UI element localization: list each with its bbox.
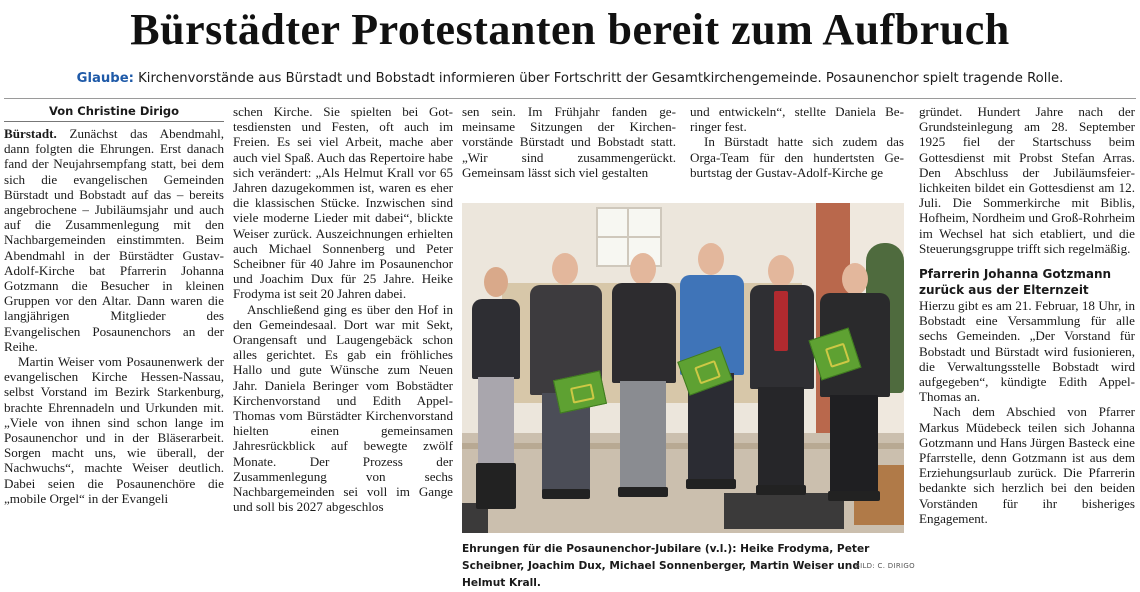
paragraph: Anschließend ging es über den Hof in den Gemeindesaal. Dort war mit Sekt, Orangensaft und Laugengebäck schon alles gerichtet. Es gab ein fröhliches Hallo und gute Wünsche zum Neuen Jahr. Daniela Beringer vom Bobstädter Kirchenvorstand und Edith Appel-Thomas vom Bürstädter Kirchenvorstand hielten einen gemeinsamen Jahresrückblick auf bewegte zwölf Monate. Der Prozess der Zusammenlegung von sechs Nachbargemeinden sei voll im Gange und soll bis 2027 abgeschlos [233,301,453,515]
article-column-2 [233,104,453,514]
article-column-4 [690,104,904,180]
subline-text: Kirchenvorstände aus Bürstadt und Bobstadt informieren über Fortschritt der Gesamtkirchengemeinde. Posaunenchor spielt tragende Rolle. [133,71,1064,86]
article-column-5 [919,104,1135,526]
byline: Von Christine Dirigo [4,104,224,122]
paragraph: Martin Weiser vom Posaunenwerk der evangelischen Kirche Hessen-Nassau, selbst Vorstand im Bezirk Starkenburg, brachte Ehrennadeln und Urkunden mit. „Viele von ihnen sind schon lange im Posaunenchor und in der Bläserarbeit. Sorgen macht uns, wie überall, der Nachwuchs“, machte Weiser deutlich. Dabei seien die Posaunenchöre die „mobile Orgel“ in der Evangeli [4,354,224,506]
article-subline [0,70,1140,88]
photo-person-5 [742,251,822,521]
paragraph: Hierzu gibt es am 21. Februar, 18 Uhr, in Bobstadt eine Versammlung für alle sechs Gemeinden. „Der Vorstand für Bobstadt und Bürstadt wird fusionieren, die Verwaltungsstelle Bobstadt wird aufgegeben“, kündigte Edith Appel-Thomas an. [919,298,1135,405]
photo-person-6 [812,259,898,521]
photo-caption: Ehrungen für die Posaunenchor-Jubilare (v.l.): Heike Frodyma, Peter Scheibner, Joachim Dux, Michael Sonnenberger, Martin Weiser und Helmut Krall. [462,543,870,589]
article-column-3 [462,104,676,180]
dateline: Bürstadt. [4,126,57,141]
paragraph: sen sein. Im Frühjahr fanden gemeinsame Sitzungen der Kirchenvorstände Bürstadt und Bobstadt statt. „Wir sind zusammengerückt. Gemeinsam lässt sich viel gestalten [462,104,676,180]
photo-credit: BILD: C. DIRIGO [855,562,915,570]
paragraph: und entwickeln“, stellte Daniela Beringer fest. [690,104,904,135]
subline-kicker: Glaube: [76,71,134,86]
paragraph: In Bürstadt hatte sich zudem das Orga-Team für den hundertsten Geburtstag der Gustav-Adolf-Kirche ge [690,134,904,180]
article-headline: Bürstädter Protestanten bereit zum Aufbruch [130,5,1010,54]
paragraph: schen Kirche. Sie spielten bei Gottesdiensten und Festen, oft auch im Freien. Es sei viel Arbeit, mache aber auch viel Spaß. Auch das Repertoire habe sich verändert: „Als Helmut Krall vor 65 Jahren dazugekommen ist, waren es eher die klassischen Stücke. Inzwischen sind viele moderne Lieder mit dabei“, blickte Weiser zurück. Auszeichnungen erhielten auch Michael Sonnenberg und Peter Scheibner für 40 Jahre im Posaunenchor und Joachim Dux für 25 Jahre. Heike Frodyma ist seit 20 Jahren dabei. [233,104,453,302]
paragraph: Bürstadt. Zunächst das Abendmahl, dann folgten die Ehrungen. Erst danach fand der Neujahrsempfang statt, bei dem sich die evangelischen Gemeinden Bürstadt und Bobstadt auf das – bereits angebrochene – Jubiläumsjahr und auch auf die Zusammenlegung mit den Nachbargemeinden einstimmten. Beim Abendmahl in der Bürstädter Gustav-Adolf-Kirche bat Pfarrerin Johanna Gotzmann die Besucher in kleinen Gruppen vor den Altar. Dann waren die langjährigen Mitglieder des Evangelischen Posaunenchors an der Reihe. [4,126,224,354]
section-subheading: Pfarrerin Johanna Gotzmann zurück aus der Elternzeit [919,267,1112,298]
paragraph: gründet. Hundert Jahre nach der Grundsteinlegung am 28. September 1925 fiel der Startschuss beim Gottesdienst mit Probst Stefan Arras. Den Abschluss der Jubiläumsfeierlichkeiten bildet ein Gottesdienst am 12. Juli. Die Sommerkirche mit Biblis, Hofheim, Nordheim und Groß-Rohrheim im Wechsel hat sich etabliert, und die Steuerungsgruppe trifft sich regelmäßig. [919,104,1136,256]
article-column-1 [4,104,224,506]
paragraph: Nach dem Abschied von Pfarrer Markus Müdebeck teilen sich Johanna Gotzmann und Hans Jürgen Basteck eine Pfarrstelle, denn Gotzmann ist aus dem Erziehungsurlaub zurück. Die Pfarrerin bedankte sich herzlich bei den beiden Vorständen für ihr bisheriges Engagement. [919,404,1135,526]
group-photo [462,203,904,533]
header-rule [4,98,1136,99]
